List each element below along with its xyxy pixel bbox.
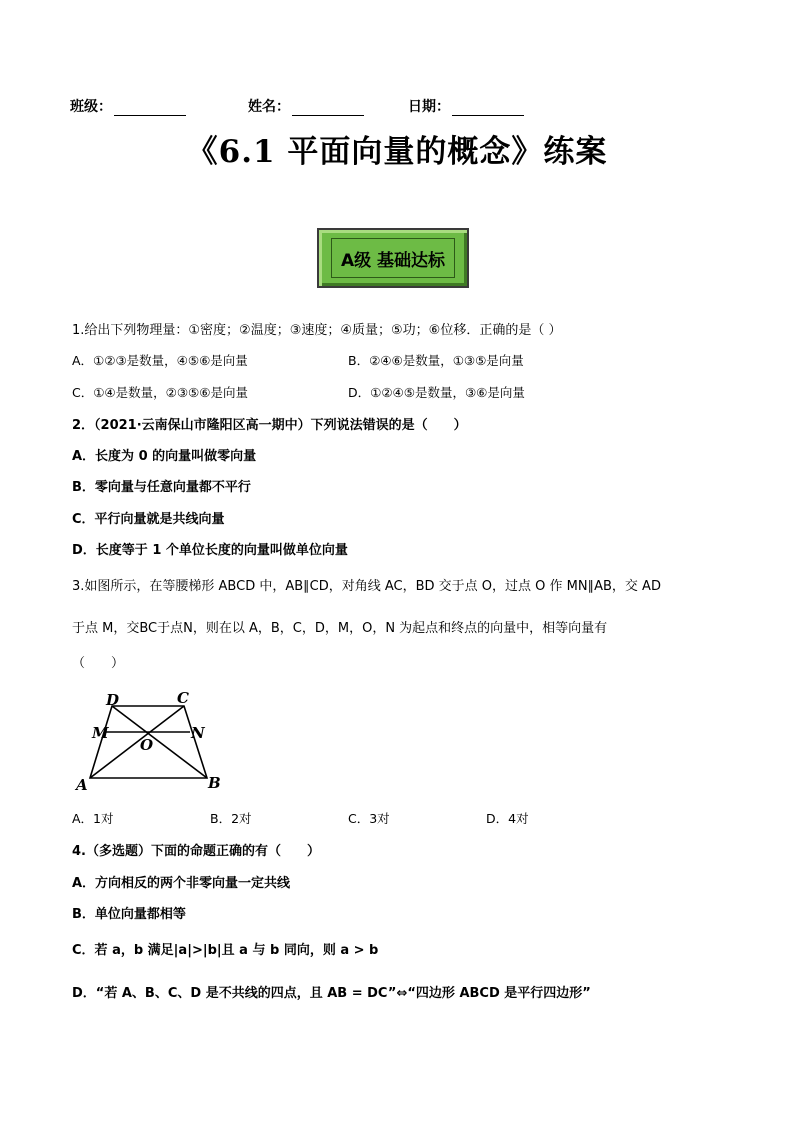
- trapezoid-figure: [72, 688, 232, 796]
- header-fields: [70, 96, 730, 118]
- level-badge: [317, 228, 469, 288]
- class-field[interactable]: [70, 96, 186, 116]
- label-b: B: [208, 774, 221, 792]
- page-title: 《6.1 平面向量的概念》练案: [186, 134, 608, 170]
- q3-stem-line1: 3.如图所示，在等腰梯形 ABCD 中，AB∥CD，对角线 AC，BD 交于点 O，过点 O 作 MN∥AB，交 AD: [72, 579, 661, 594]
- q2-option-b[interactable]: B．零向量与任意向量都不平行: [72, 480, 251, 495]
- level-badge-label: A级 基础达标: [331, 238, 455, 278]
- q3-option-c[interactable]: C．3对: [348, 811, 390, 826]
- q4-option-a[interactable]: A．方向相反的两个非零向量一定共线: [72, 876, 291, 891]
- name-blank[interactable]: [292, 101, 364, 116]
- date-label: 日期：: [408, 99, 450, 115]
- label-n: N: [191, 724, 205, 742]
- diagonal-ac: [90, 706, 184, 778]
- name-label: 姓名：: [248, 99, 290, 115]
- date-blank[interactable]: [452, 101, 524, 116]
- label-a: A: [76, 776, 88, 794]
- q1-option-b[interactable]: B．②④⑥是数量，①③⑤是向量: [348, 353, 524, 368]
- class-label: 班级：: [70, 99, 112, 115]
- diagonal-bd: [112, 706, 207, 778]
- q3-stem-line2: 于点 M，交BC于点N，则在以 A，B，C，D，M，O，N 为起点和终点的向量中，相等向量有: [72, 621, 608, 636]
- class-blank[interactable]: [114, 101, 186, 116]
- label-d: D: [106, 691, 120, 709]
- q4-option-b[interactable]: B．单位向量都相等: [72, 907, 186, 922]
- label-m: M: [92, 724, 109, 742]
- q3-stem-line3: （ ）: [72, 656, 125, 671]
- q1-option-c[interactable]: C．①④是数量，②③⑤⑥是向量: [72, 385, 248, 400]
- q1-option-d[interactable]: D．①②④⑤是数量，③⑥是向量: [348, 385, 525, 400]
- q2-option-a[interactable]: A．长度为 0 的向量叫做零向量: [72, 449, 257, 464]
- label-c: C: [177, 689, 189, 707]
- q2-option-c[interactable]: C．平行向量就是共线向量: [72, 512, 225, 527]
- q4-option-c[interactable]: C．若 a，b 满足|a|>|b|且 a 与 b 同向，则 a > b: [72, 943, 379, 958]
- q1-option-a[interactable]: A．①②③是数量，④⑤⑥是向量: [72, 353, 248, 368]
- q1-stem: 1.给出下列物理量：①密度；②温度；③速度；④质量；⑤功；⑥位移．正确的是（ ）: [72, 323, 562, 338]
- q2-option-d[interactable]: D．长度等于 1 个单位长度的向量叫做单位向量: [72, 543, 348, 558]
- name-field[interactable]: [248, 96, 364, 116]
- q2-stem: 2．（2021·云南保山市隆阳区高一期中）下列说法错误的是（ ）: [72, 418, 467, 433]
- date-field[interactable]: [408, 96, 524, 116]
- label-o: O: [140, 736, 154, 754]
- q3-option-d[interactable]: D．4对: [486, 811, 529, 826]
- q3-option-a[interactable]: A．1对: [72, 811, 114, 826]
- q4-option-d[interactable]: D．“若 A、B、C、D 是不共线的四点，且 AB = DC”⇔“四边形 ABCD 是平行四边形”: [72, 986, 591, 1001]
- q3-option-b[interactable]: B．2对: [210, 811, 252, 826]
- q4-stem: 4.（多选题）下面的命题正确的有（ ）: [72, 844, 320, 859]
